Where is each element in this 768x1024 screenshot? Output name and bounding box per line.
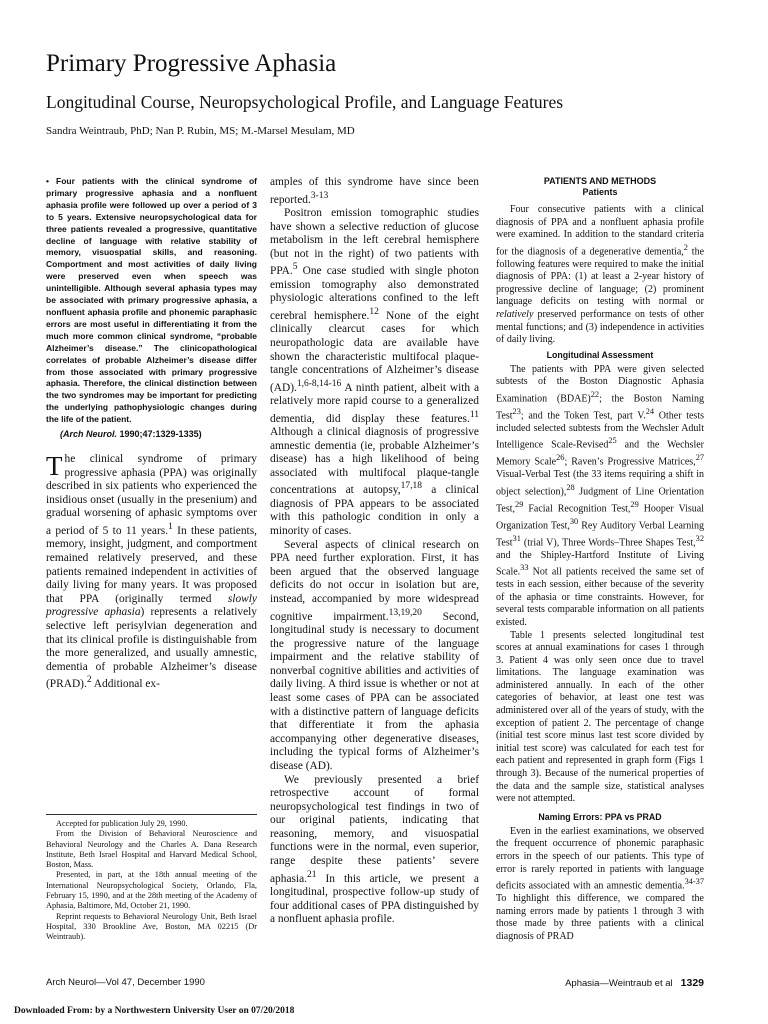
- footnote-block: [46, 814, 257, 943]
- col3-paragraph-4: [496, 826, 704, 944]
- text: Visual-Verbal Test (the 33 items requiring a shift in object selection),: [496, 469, 704, 498]
- ref-sup: 23: [512, 406, 521, 416]
- col2-paragraph-1: [270, 176, 479, 207]
- col2-paragraph-4: [270, 774, 479, 927]
- text: ; and the Token Test, part V.: [520, 410, 646, 422]
- journal-footer: Arch Neurol—Vol 47, December 1990: [46, 977, 205, 988]
- footnote-presented: Presented, in part, at the 18th annual meeting of the International Neuropsychological Society, Orlando, Fla, February 15, 1990, and at the 28th meeting of the Academy of Aphasia, Baltimore, Md, October 21, 1990.: [46, 870, 257, 911]
- text: Although a clinical diagnosis of progressive amnestic dementia (ie, probable Alzheimer’s disease) has a high likelihood of being associated with multifocal plaque-tangle concentrations at autopsy,: [270, 426, 479, 497]
- ref-sup: 1: [168, 522, 173, 532]
- col3-paragraph-1: [496, 204, 704, 347]
- subheading-longitudinal: Longitudinal Assessment: [546, 349, 654, 360]
- ref-sup: 32: [695, 533, 704, 543]
- ref-sup: 13,19,20: [388, 607, 422, 618]
- page-number: 1329: [680, 977, 704, 989]
- intro-text-2: In these patients, memory, insight, judgment, and comportment remained relatively preserved, and these patients remained independent in activities of daily living for many years. It was proposed that PPA (originally termed: [46, 524, 257, 605]
- ref-sup: 33: [520, 563, 529, 573]
- text: the following features were required to make the initial diagnosis of PPA: (1) at least a 2-year history of progressive decline of language; (2) prominent language deficits on testing with normal or: [496, 246, 705, 308]
- intro-italic: slowly progressive aphasia: [46, 592, 257, 619]
- text: In this article, we present a longitudinal, prospective follow-up study of four additional cases of PPA distinguished by a nonfluent aphasia profile.: [270, 872, 479, 926]
- drop-cap: T: [46, 451, 63, 482]
- text: preserved performance on tests of other mental functions; and (3) independence in activities of daily living.: [496, 309, 704, 346]
- column-2: [270, 176, 479, 927]
- intro-text-3: ) represents a relatively selective left perisylvian degeneration and that its clinical profile is distinguishable from the more generalized, and usually amnestic, dementia of probable Alzheimer’s disease (PRAD).: [46, 606, 257, 691]
- text: To highlight this difference, we compared the naming errors made by patients 1 through 3 with those made by three patients with a clinical diagnosis of PRAD: [496, 893, 704, 942]
- author-list: Sandra Weintraub, PhD; Nan P. Rubin, MS; M.-Marsel Mesulam, MD: [46, 125, 355, 137]
- running-title: Aphasia—Weintraub et al: [565, 978, 673, 989]
- ref-sup: 21: [307, 869, 317, 880]
- ref-sup: 29: [630, 499, 639, 509]
- ref-sup: 26: [556, 453, 565, 463]
- col2-paragraph-3: [270, 539, 479, 774]
- intro-paragraph: [46, 453, 257, 692]
- ref-sup: 11: [469, 409, 479, 420]
- download-notice: Downloaded From: by a Northwestern University User on 07/20/2018: [14, 1006, 295, 1016]
- text: Rey Auditory Verbal Learning Test: [496, 520, 704, 549]
- text: Judgment of Line Orientation Test,: [496, 486, 704, 515]
- text: We previously presented a brief retrospective account of formal neuropsychological test findings in two of our original patients, indicating that reasoning, memory, and visuospatial functions were in the normal, even superior, range despite these patients’ severe aphasia.: [270, 773, 479, 885]
- col2-paragraph-2: [270, 207, 479, 539]
- text: Other tests included selected subtests from the Wechsler Adult Intelligence Scale-Revised: [496, 410, 704, 451]
- text: The patients with PPA were given selected subtests of the Boston Diagnostic Aphasia Examination (BDAE): [496, 363, 704, 405]
- text: A ninth patient, albeit with a relatively more rapid course to a generalized dementia, did display these features.: [270, 381, 479, 425]
- article-title: Primary Progressive Aphasia: [46, 50, 337, 77]
- text: Four consecutive patients with a clinical diagnosis of PPA and a nonfluent aphasia profile were examined. In addition to the standard criteria for the diagnosis of a degenerative dementia,: [496, 204, 704, 258]
- ref-sup: 25: [608, 436, 617, 446]
- text: ; the Boston Naming Test: [496, 393, 704, 422]
- ref-sup: 5: [292, 262, 298, 273]
- text: Several aspects of clinical research on PPA need further exploration. First, it has been argued that the observed language deficits do not occur in isolation but are, instead, accompanied by more widespread cognitive impairment.: [270, 538, 479, 623]
- text: Even in the earliest examinations, we observed the frequent occurrence of phonemic paraphasic errors in the speech of our patients. This type of error is rarely reported in patients with language deficits associated with an amnestic dementia.: [496, 825, 704, 892]
- ref-sup: 29: [515, 499, 524, 509]
- intro-text-1: he clinical syndrome of primary progressive aphasia (PPA) was originally described in six patients who experienced the insidious onset (usually in the presenium) and gradual worsening of aphasic symptoms over a period of 5 to 11 years.: [46, 453, 257, 537]
- ref-sup: 12: [369, 306, 379, 317]
- citation-details: 1990;47:1329-1335): [117, 429, 202, 440]
- abstract-citation: [46, 429, 257, 439]
- ref-sup: 27: [695, 453, 705, 463]
- text: a clinical diagnosis of PPA appears to be associated with this pathologic condition in only a minority of cases.: [270, 484, 479, 538]
- text: One case studied with single photon emission tomography also demonstrated physiologic alterations confined to the left cerebral hemisphere.: [270, 265, 479, 322]
- text: Hooper Visual Organization Test,: [496, 503, 704, 532]
- text: Positron emission tomographic studies have shown a selective reduction of glucose metabolism in the left cerebral hemisphere (but not in the right) of two patients with PPA.: [270, 206, 479, 278]
- text: (trial V), Three Words–Three Shapes Test,: [520, 537, 696, 549]
- footnote-accepted: Accepted for publication July 29, 1990.: [56, 819, 188, 828]
- column-1: [46, 176, 257, 692]
- subheading-naming-errors: Naming Errors: PPA vs PRAD: [538, 811, 662, 822]
- column-3: [496, 176, 704, 943]
- running-footer: [560, 977, 704, 989]
- footnote-reprint: Reprint requests to Behavioral Neurology Unit, Beth Israel Hospital, 330 Brookline Ave, Boston, MA 02215 (Dr Weintraub).: [46, 911, 257, 942]
- ref-sup: 30: [569, 516, 579, 526]
- section-subheading: Patients: [582, 187, 618, 197]
- text: amples of this syndrome have since been reported.: [270, 176, 479, 206]
- col3-paragraph-2: [496, 364, 704, 630]
- ref-sup: 2: [86, 675, 92, 686]
- text: ; Raven’s Progressive Matrices,: [564, 456, 696, 468]
- text: Not all patients received the same set of tests in each session, either because of the severity of the aphasia or time constraints. However, for several tests comparable information on all patients existed.: [496, 566, 704, 628]
- section-heading: PATIENTS AND METHODS: [543, 176, 657, 186]
- text: and the Wechsler Memory Scale: [496, 439, 704, 468]
- intro-text-4: Additional ex-: [91, 678, 160, 691]
- ref-sup: 3-13: [310, 190, 329, 201]
- ref-sup: 22: [590, 390, 600, 400]
- col3-paragraph-3: Table 1 presents selected longitudinal test scores at annual examinations for cases 1 through 3. Patient 4 was only seen once due to travel limitations. The language examination was administered annually. In each of the other categories of behavior, at least one test was administered over all of the years of study, with the exception of patient 2. The percentage of change (initial test score minus last test score divided by initial test score) was calculated for each test for each patient and represented in graph form (Figs 1 through 3). Because of the numerical properties of the data and the sample size, statistical analyses were not attempted.: [496, 629, 704, 805]
- text: Facial Recognition Test,: [523, 503, 631, 515]
- text: and the Shipley-Hartford Institute of Living Scale.: [496, 549, 704, 578]
- italic-text: relatively: [496, 309, 534, 321]
- ref-sup: 2: [683, 242, 688, 252]
- text: Second, longitudinal study is necessary to document the progressive nature of the language impairment and the relative stability of nonverbal cognitive abilities and activities of daily living. A third issue is whether or not at least some cases of PPA can be associated with a distinctive pattern of language deficits that differentiate it from the aphasia accompanying other degenerative diseases, including the typical forms of Alzheimer’s disease (AD).: [270, 610, 480, 772]
- abstract-text: • Four patients with the clinical syndrome of primary progressive aphasia and a nonfluent aphasia profile were followed up over a period of 3 to 5 years. Extensive neuropsychological data for three patients revealed a progressive, quantitative decline of language with relative stability of memory, visuospatial skills, and reasoning. Comportment and most activities of daily living were preserved even when speech was unintelligible. Although several aphasia types may be associated with primary progressive aphasia, a nonfluent aphasia profile and phonemic paraphasic errors are most useful in differentiating it from the much more common clinical syndrome, “probable Alzheimer’s disease.” The clinicopathological correlates of probable Alzheimer’s disease differ from those associated with primary progressive aphasia. Therefore, the clinical distinction between the two syndromes may be important for predicting the underlying pathophysiologic changes during the life of the patient.: [46, 176, 257, 425]
- text: None of the eight clinically clearcut cases for which neuropathologic data are available have shown the characteristic multifocal plaque-tangle concentrations of Alzheimer’s disease (AD).: [270, 309, 479, 394]
- article-subtitle: Longitudinal Course, Neuropsychological Profile, and Language Features: [46, 92, 564, 112]
- ref-sup: 28: [566, 482, 575, 492]
- ref-sup: 17,18: [400, 481, 422, 492]
- citation-journal: (Arch Neurol.: [60, 429, 118, 440]
- ref-sup: 34-37: [684, 877, 704, 887]
- ref-sup: 1,6-8,14-16: [296, 378, 342, 389]
- footnote-affiliation: From the Division of Behavioral Neuroscience and Behavioral Neurology and the Charles A. Dana Research Institute, Beth Israel Hospital and Harvard Medical School, Boston, Mass.: [46, 829, 257, 870]
- ref-sup: 24: [645, 406, 655, 416]
- ref-sup: 31: [512, 533, 521, 543]
